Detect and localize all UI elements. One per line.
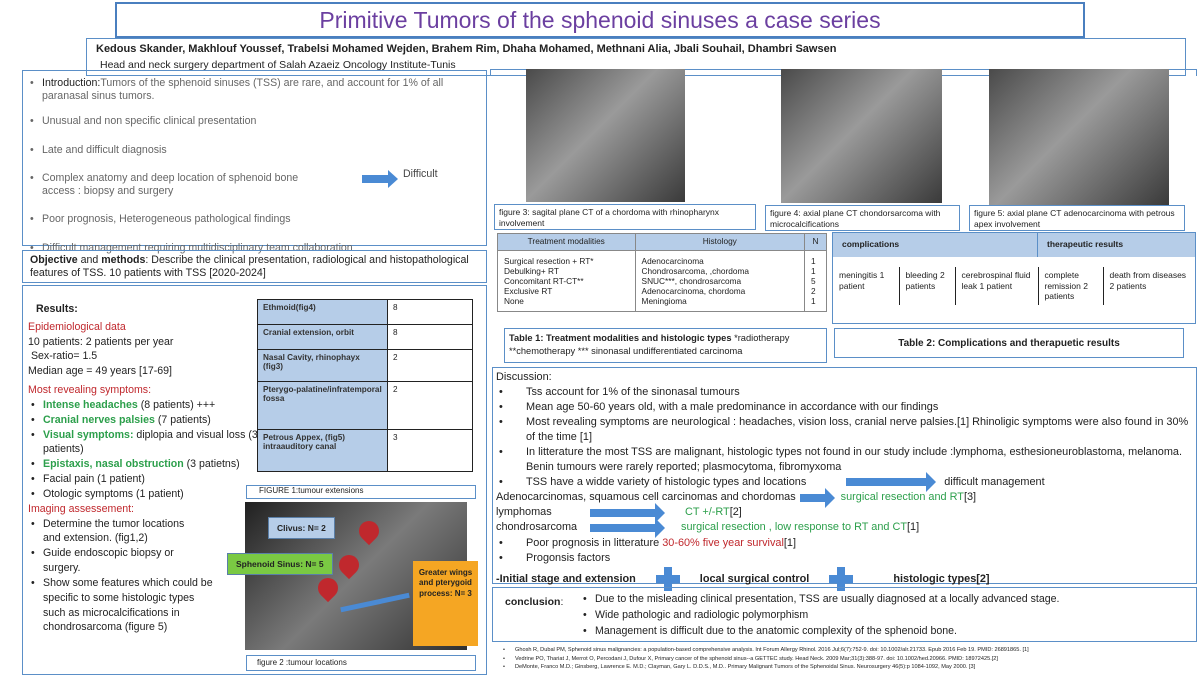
extension-count: 2 <box>388 350 473 382</box>
prognosis-ref: [1] <box>783 536 796 549</box>
treatment-line <box>496 520 1196 535</box>
table1-caption-note: *radiotherapy **chemotherapy *** sinonasal undifferentiated carcinoma <box>509 333 790 356</box>
reference-item: • DeMonte, Franco M.D.; Ginsberg, Lawrence E. M.D.; Clayman, Gary L. D.D.S., M.D.. Primary Malignant Tumors of the Sphenoidal Sinus. Neurosurgery 46(5):p 1084-1092, May 2000. [3] <box>500 663 1200 672</box>
treatment-cell: Concomitant RT-CT** <box>504 275 584 286</box>
conclusion-point: • Management is difficult due to the anatomic complexity of the sphenoid bone. <box>580 624 1190 640</box>
table2-caption-text: : Complications and therapuetic results <box>931 337 1120 349</box>
conclusion-label-text: conclusion <box>505 596 561 608</box>
extension-site: Pterygo-palatine/infratemporal fossa <box>258 382 388 430</box>
symptom-rest: (3 patietns) <box>183 458 240 471</box>
table2-cell: bleeding 2 patients <box>899 267 955 305</box>
treatment-line-type: chondrosarcoma <box>496 521 578 534</box>
conclusion-text <box>580 592 1190 640</box>
discussion-point: • In litterature the most TSS are malignant, histologic types not found in our study include :lymphoma, esthesioneuroblastoma, melanoma. Benin tumours were rarely reported; plasmocytoma, fibromyxoma <box>496 445 1196 475</box>
n-cell: 5 <box>811 275 816 286</box>
prognosis-text: Poor prognosis in litterature <box>526 536 663 549</box>
references <box>500 646 1200 672</box>
imaging-item: • Show some features which could be specific to some histologic types such as microcalcifications in chondrosarcoma (figure 5) <box>28 576 213 635</box>
authors: Kedous Skander, Makhlouf Youssef, Trabelsi Mohamed Wejden, Brahem Rim, Dhaha Mohamed, Methnani Alia, Jbali Souhail, Dhambri Sawsen <box>96 43 837 55</box>
extension-site: Nasal Cavity, rhinophayx (fig3) <box>258 350 388 382</box>
discussion-point <box>496 475 1196 490</box>
histology-column <box>635 250 804 311</box>
treatment-line <box>496 490 1196 505</box>
symptoms-heading: Most revealing symptoms: <box>28 384 152 397</box>
table-row <box>258 325 473 350</box>
histology-cell: Meningioma <box>641 295 687 306</box>
difficult-arrow-icon <box>362 175 390 183</box>
discussion-point: • Progonsis factors <box>496 551 1196 566</box>
treatment-line-type: Adenocarcinomas, squamous cell carcinomas and chordomas <box>496 491 796 504</box>
table1-caption-title: Table 1: Treatment modalities and histologic types <box>509 333 732 343</box>
introduction-panel <box>22 70 487 254</box>
table-row <box>833 267 1195 305</box>
imaging-item: • Guide endoscopic biopsy or surgery. <box>28 546 203 576</box>
epi-line: 10 patients: 2 patients per year <box>28 335 174 348</box>
table-row <box>498 250 827 311</box>
discussion-point: • Tss account for 1% of the sinonasal tumours <box>496 385 1196 400</box>
table-header: Histology <box>635 234 804 251</box>
table1-caption <box>504 328 827 363</box>
extension-count: 8 <box>388 325 473 350</box>
symptom-rest: (8 patients) +++ <box>137 398 216 411</box>
intro-point: • Late and difficult diagnosis <box>27 144 486 157</box>
symptom-item: • Facial pain (1 patient) <box>28 472 260 487</box>
symptom-rest: (7 patients) <box>154 413 211 426</box>
discussion-point: • Mean age 50-60 years old, with a male predominance in accordance with our findings <box>496 400 1196 415</box>
factor-3: histologic types[2] <box>893 572 990 585</box>
clivus-tag: Clivus: N= 2 <box>268 517 335 539</box>
treatment-column <box>498 250 636 311</box>
treatment-cell: Debulking+ RT <box>504 265 559 276</box>
table2-caption <box>834 328 1184 358</box>
objective-label: Objective <box>30 254 78 266</box>
figure4-ct-image <box>781 69 942 203</box>
treatment-line-type: lymphomas <box>496 506 552 519</box>
objective-panel <box>22 250 487 283</box>
treatment-cell: Surgical resection + RT* <box>504 255 594 266</box>
treatment-line-therapy: CT +/-RT <box>685 506 730 519</box>
table-header-row <box>498 234 827 251</box>
table2-cell: complete remission 2 patients <box>1038 267 1103 305</box>
intro-point: • Difficult management requiring multidisciplinary team collaboration <box>27 242 486 255</box>
treatment-line-ref: [2] <box>729 506 742 519</box>
table-header: N <box>805 234 827 251</box>
table2-cell: meningitis 1 patient <box>833 267 899 305</box>
intro-point: • Unusual and non specific clinical presentation <box>27 115 486 128</box>
intro-body: Tumors of the sphenoid sinuses (TSS) are rare, and account for 1% of all paranasal sinus tumors. <box>42 77 444 102</box>
conclusion-colon: : <box>560 596 564 608</box>
treatment-line <box>496 505 1196 520</box>
figure4-caption: figure 4: axial plane CT chondorsarcoma with microcalcifications <box>765 205 960 231</box>
histology-cell: Adenocarcinoma <box>641 255 704 266</box>
table2-cell: cerebrospinal fluid leak 1 patient <box>955 267 1038 305</box>
n-cell: 2 <box>811 285 816 296</box>
table-header: complications <box>833 233 1038 257</box>
symptom-rest: diplopia and visual loss (3 patients) <box>43 428 258 456</box>
symptom-label: Visual symptoms: <box>43 428 134 441</box>
histology-cell: Chondrosarcoma, ,chordoma <box>641 265 749 276</box>
table-header: Treatment modalities <box>498 234 636 251</box>
results-text <box>28 302 260 635</box>
arrow-icon <box>590 524 655 532</box>
objective-text: : Describe the clinical presentation, radiological and histopathological features of TSS. 10 patients with TSS [2020-2024] <box>30 254 469 280</box>
epi-line: Sex-ratio= 1.5 <box>28 350 98 363</box>
figure3-ct-image <box>526 69 685 202</box>
epi-heading: Epidemiological data <box>28 320 126 333</box>
arrow-icon <box>800 494 825 502</box>
complications-table <box>832 232 1196 324</box>
poster-title: Primitive Tumors of the sphenoid sinuses a case series <box>115 2 1085 38</box>
extension-site: Petrous Appex, (fig5) intraauditory canal <box>258 430 388 472</box>
prognosis-value: 30-60% five year survival <box>662 536 784 549</box>
treatment-line-therapy: surgical resection and RT <box>840 491 964 504</box>
factor-1: -Initial stage and extension <box>496 572 636 585</box>
intro-label: Introduction: <box>42 77 101 89</box>
histology-cell: Adenocarcinoma, chordoma <box>641 285 746 296</box>
n-cell: 1 <box>811 295 816 306</box>
histology-cell: SNUC***, chondrosarcoma <box>641 275 742 286</box>
table2-caption-title: Table 2 <box>898 337 932 349</box>
factor-2: local surgical control <box>699 572 810 585</box>
conclusion-label <box>505 596 563 608</box>
figure3-caption: figure 3: sagital plane CT of a chordoma with rhinopharynx involvement <box>494 204 756 230</box>
table-row <box>258 382 473 430</box>
treatment-table <box>497 233 827 312</box>
table2-cell: death from diseases 2 patients <box>1109 270 1187 291</box>
imaging-heading: Imaging assessement: <box>28 502 134 515</box>
symptom-item <box>28 428 260 458</box>
discussion-text <box>496 370 1196 591</box>
n-cell: 1 <box>811 255 816 266</box>
discussion-heading: Discussion: <box>496 371 552 383</box>
reference-item: • Ghosh R, Dubal PM, Sphenoid sinus malignancies: a population-based comprehensive analysis. Int Forum Allergy Rhinol. 2016 Jul;6(7):752-9. doi: 10.1002/alr.21733. Epub 2016 Feb 19. PMID: 26891865. [1] <box>500 646 1200 655</box>
symptom-item <box>28 457 260 472</box>
table2-header-row <box>833 233 1195 257</box>
extension-count: 2 <box>388 382 473 430</box>
results-heading: Results: <box>36 303 78 315</box>
figure1-caption: FIGURE 1:tumour extensions <box>246 485 476 499</box>
extension-site: Ethmoid(fig4) <box>258 300 388 325</box>
arrow-icon <box>590 509 655 517</box>
difficult-arrowhead-icon <box>388 170 398 188</box>
intro-point <box>27 172 327 197</box>
symptom-label: Epistaxis, nasal obstruction <box>43 458 184 471</box>
figure2-caption: figure 2 :tumour locations <box>246 655 476 671</box>
extensions-table <box>257 299 473 472</box>
intro-text <box>27 77 486 102</box>
symptom-item: • Otologic symptoms (1 patient) <box>28 487 260 502</box>
extension-site: Cranial extension, orbit <box>258 325 388 350</box>
conclusion-point: • Wide pathologic and radiologic polymorphism <box>580 608 1190 624</box>
difficult-management-text: difficult management <box>944 476 1045 489</box>
discussion-point <box>496 536 1196 551</box>
methods-label: methods <box>101 254 146 266</box>
sphenoid-tag: Sphenoid Sinus: N= 5 <box>227 553 333 575</box>
greater-wings-tag: Greater wings and pterygoid process: N= 3 <box>413 561 478 646</box>
epi-line: Median age = 49 years [17-69] <box>28 365 172 378</box>
treatment-line-ref: [1] <box>907 521 920 534</box>
imaging-item: • Determine the tumor locations and extension. (fig1,2) <box>28 517 203 547</box>
table-row <box>258 430 473 472</box>
figure5-ct-image <box>989 69 1169 205</box>
treatment-cell: None <box>504 295 524 306</box>
reference-item: • Vedrine PO, Thariat J, Merrot O, Percodani J, Dufour X, Primary cancer of the sphenoid sinus--a GETTEC study. Head Neck. 2009 Mar;31(3):388-97. doi: 10.1002/hed.20966. PMID: 18972425.[2] <box>500 655 1200 664</box>
intro-point: • Poor prognosis, Heterogeneous pathological findings <box>27 213 486 226</box>
extension-count: 3 <box>388 430 473 472</box>
intro-point-text: Complex anatomy and deep location of sphenoid bone access : biopsy and surgery <box>42 172 299 197</box>
treatment-line-ref: [3] <box>963 491 977 504</box>
extension-count: 8 <box>388 300 473 325</box>
arrow-icon <box>846 478 926 486</box>
symptom-label: Intense headaches <box>43 398 138 411</box>
discussion-point: • Most revealing symptoms are neurological : headaches, vision loss, cranial nerve palsies.[1] Rhinoligic symptoms were also found in 30% of the time [1] <box>496 415 1196 445</box>
symptom-item <box>28 398 260 413</box>
symptom-label: Cranial nerves palsies <box>43 413 155 426</box>
table-row <box>258 350 473 382</box>
conclusion-point: • Due to the misleading clinical presentation, TSS are usually diagnosed at a locally advanced stage. <box>580 592 1190 608</box>
treatment-line-therapy: surgical resection , low response to RT and CT <box>681 521 907 534</box>
n-cell: 1 <box>811 265 816 276</box>
table-header: therapeutic results <box>1047 239 1124 249</box>
histologic-variety-text: TSS have a widde variety of histologic types and locations <box>526 476 807 489</box>
n-column <box>805 250 827 311</box>
figure5-caption: figure 5: axial plane CT adenocarcinoma with petrous apex involvement <box>969 205 1185 231</box>
difficult-label: Difficult <box>403 168 438 180</box>
treatment-cell: Exclusive RT <box>504 285 553 296</box>
affiliation: Head and neck surgery department of Salah Azaeiz Oncology Institute-Tunis <box>100 59 456 71</box>
objective-and: and <box>77 254 102 266</box>
table2-body <box>833 267 1195 305</box>
table-row <box>258 300 473 325</box>
symptom-item <box>28 413 260 428</box>
